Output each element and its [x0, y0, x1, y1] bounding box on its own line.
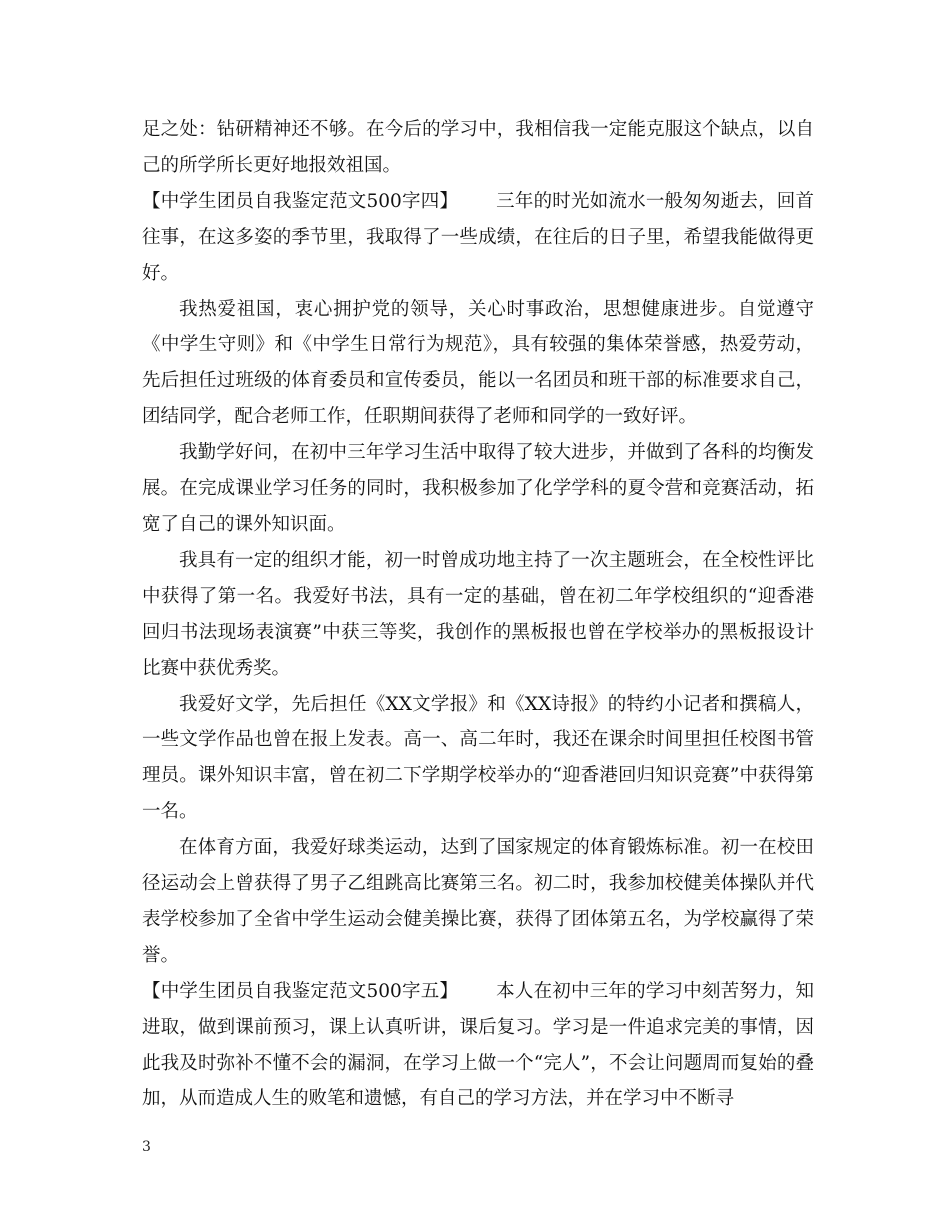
section-five	[142, 974, 814, 1118]
section-four-title: 【中学生团员自我鉴定范文500字四】	[142, 190, 459, 212]
page-number: 3	[142, 1139, 151, 1155]
paragraph-study: 我勤学好问，在初中三年学习生活中取得了较大进步，并做到了各科的均衡发展。在完成课业学习任务的同时，我积极参加了化学学科的夏令营和竞赛活动，拓宽了自己的课外知识面。	[142, 442, 814, 535]
paragraph-organization: 我具有一定的组织才能，初一时曾成功地主持了一次主题班会，在全校性评比中获得了第一名。我爱好书法，具有一定的基础，曾在初二年学校组织的“迎香港回归书法现场表演赛”中获三等奖，我创作的黑板报也曾在学校举办的黑板报设计比赛中获优秀奖。	[142, 549, 814, 679]
paragraph-sports: 在体育方面，我爱好球类运动，达到了国家规定的体育锻炼标准。初一在校田径运动会上曾获得了男子乙组跳高比赛第三名。初二时，我参加校健美体操队并代表学校参加了全省中学生运动会健美操比赛，获得了团体第五名，为学校赢得了荣誉。	[142, 837, 814, 966]
paragraph-literature: 我爱好文学，先后担任《XX文学报》和《XX诗报》的特约小记者和撰稿人，一些文学作品也曾在报上发表。高一、高二年时，我还在课余时间里担任校图书管理员。课外知识丰富，曾在初二下学期学校举办的“迎香港回归知识竞赛”中获得第一名。	[142, 693, 814, 823]
document-body	[142, 112, 814, 1117]
paragraph-continuation: 足之处：钻研精神还不够。在今后的学习中，我相信我一定能克服这个缺点，以自己的所学所长更好地报效祖国。	[142, 119, 814, 176]
section-five-lead: 本人在初中三年的学习中刻苦努力，知进取，做到课前预习，课上认真听讲，课后复习。学习是一件追求完美的事情，因此我及时弥补不懂不会的漏洞，在学习上做一个“完人”，不会让问题周而复始的叠加，从而造成人生的败笔和遗憾，有自己的学习方法，并在学习中不断寻	[142, 980, 814, 1110]
section-four	[142, 184, 814, 292]
section-five-title: 【中学生团员自我鉴定范文500字五】	[142, 980, 459, 1002]
section-four-lead: 三年的时光如流水一般匆匆逝去，回首往事，在这多姿的季节里，我取得了一些成绩，在往后的日子里，希望我能做得更好。	[142, 190, 814, 284]
paragraph-patriotism: 我热爱祖国，衷心拥护党的领导，关心时事政治，思想健康进步。自觉遵守《中学生守则》和《中学生日常行为规范》，具有较强的集体荣誉感，热爱劳动，先后担任过班级的体育委员和宣传委员，能以一名团员和班干部的标准要求自己，团结同学，配合老师工作，任职期间获得了老师和同学的一致好评。	[142, 298, 814, 428]
